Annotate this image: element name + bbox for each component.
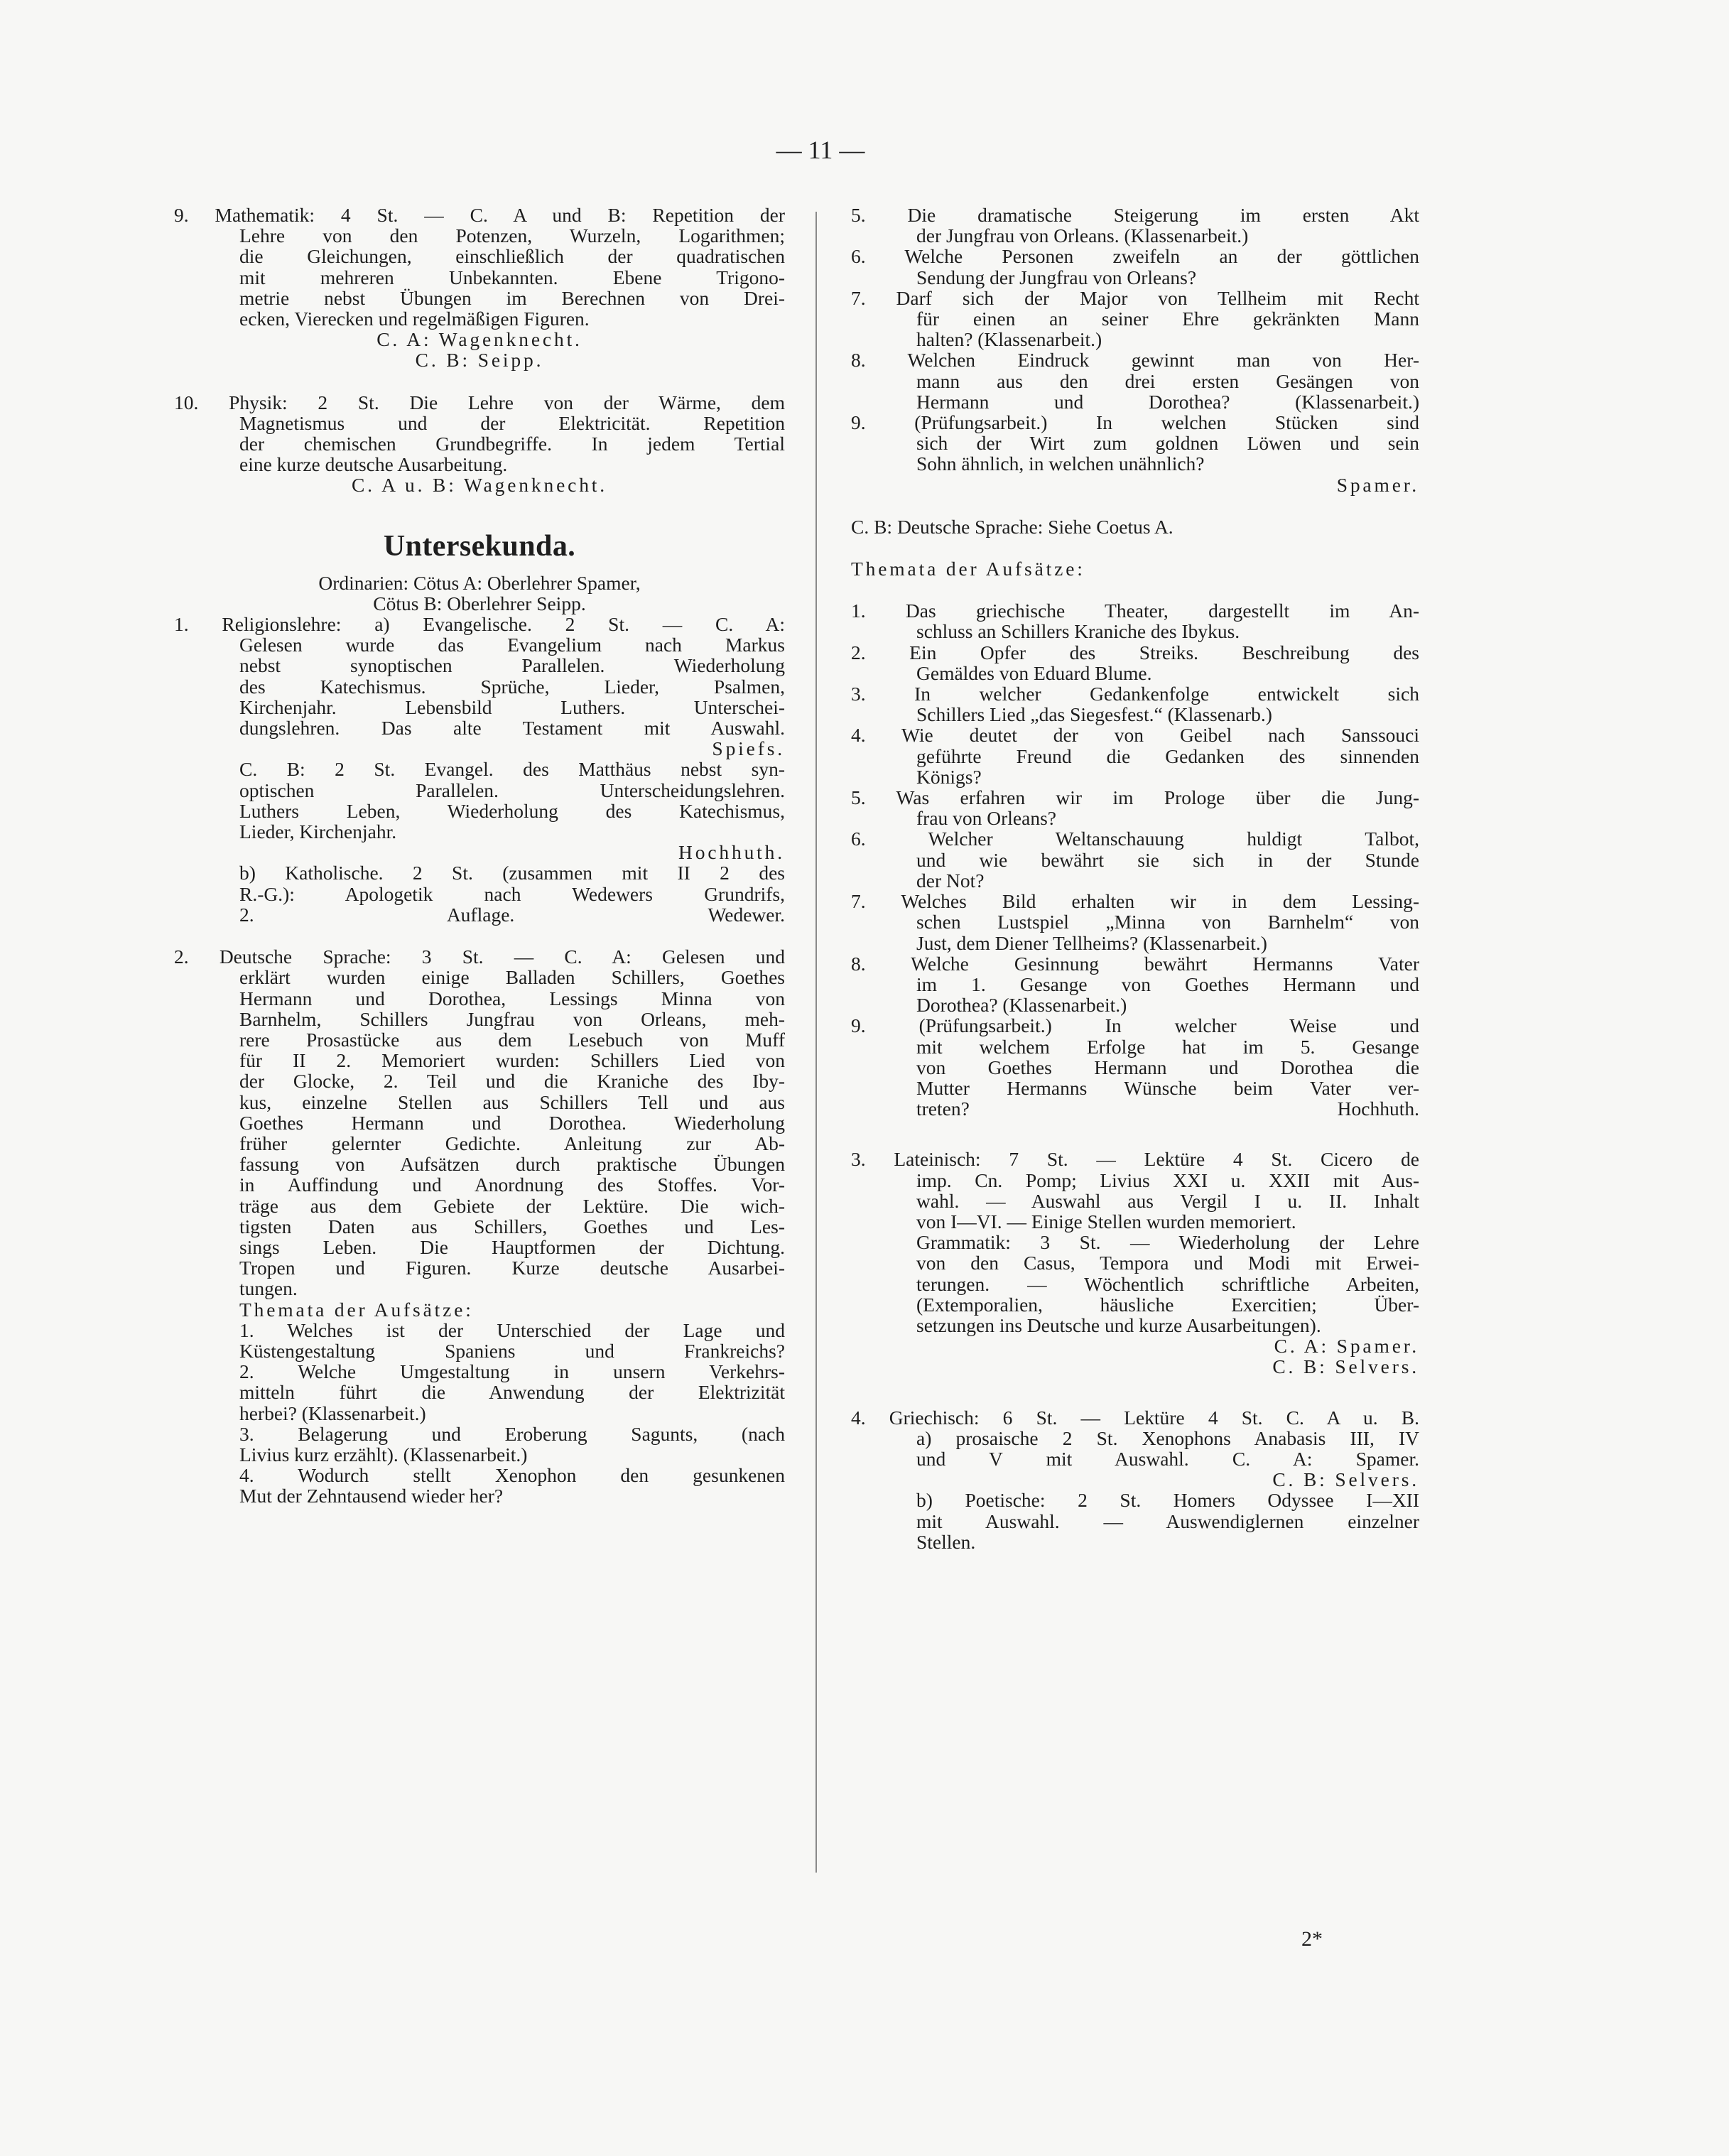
text-line: schen Lustspiel „Minna von Barnhelm“ von	[916, 911, 1419, 933]
text-line: 2. Auflage. Wedewer.	[239, 903, 785, 926]
text-line: Gelesen wurde das Evangelium nach Markus	[239, 634, 785, 656]
section-heading: Untersekunda.	[383, 529, 576, 563]
text-line: R.-G.): Apologetik nach Wedewers Grundrifs,	[239, 882, 785, 905]
text-line: Hermann und Dorothea, Lessings Minna von	[239, 987, 785, 1009]
text-line: für II 2. Memoriert wurden: Schillers Lied von	[239, 1049, 785, 1072]
text-line: metrie nebst Übungen im Berechnen von Drei-	[239, 286, 785, 309]
column-divider	[815, 212, 817, 1873]
text-line: (Extemporalien, häusliche Exercitien; Über-	[916, 1293, 1419, 1316]
text-line: Hermann und Dorothea? (Klassenarbeit.)	[916, 390, 1419, 413]
text-line: Mutter Hermanns Wünsche beim Vater ver-	[916, 1076, 1419, 1099]
text-line: Spiefs.	[712, 737, 785, 760]
text-line: 6. Welcher Weltanschauung huldigt Talbot,	[851, 828, 1419, 850]
text-line: Luthers Leben, Wiederholung des Katechismus,	[239, 799, 785, 822]
text-line: tigsten Daten aus Schillers, Goethes und Les-	[239, 1215, 785, 1237]
text-line: Lehre von den Potenzen, Wurzeln, Logarithmen;	[239, 224, 785, 247]
text-line: 8. Welchen Eindruck gewinnt man von Her-	[851, 349, 1419, 372]
text-line: Küstengestaltung Spaniens und Frankreichs?	[239, 1339, 785, 1362]
text-line: von den Casus, Tempora und Modi mit Erwei-	[916, 1252, 1419, 1274]
text-line: von Goethes Hermann und Dorothea die	[916, 1056, 1419, 1078]
text-line: nebst synoptischen Parallelen. Wiederholung	[239, 654, 785, 677]
text-line: des Katechismus. Sprüche, Lieder, Psalmen,	[239, 675, 785, 698]
spacer	[851, 1119, 1419, 1149]
text-line: C. B: Selvers.	[1272, 1468, 1419, 1491]
text-line: 6. Welche Personen zweifeln an der göttlichen	[851, 245, 1419, 268]
text-line: C. B: Selvers.	[1272, 1355, 1419, 1378]
text-line: Gemäldes von Eduard Blume.	[916, 661, 1152, 684]
text-line: terungen. — Wöchentlich schriftliche Arbeiten,	[916, 1272, 1419, 1295]
text-line: imp. Cn. Pomp; Livius XXI u. XXII mit Aus-	[916, 1169, 1419, 1191]
text-line: C. B: Deutsche Sprache: Siehe Coetus A.	[851, 515, 1174, 538]
signature-mark: 2*	[1301, 1927, 1323, 1951]
text-line: b) Katholische. 2 St. (zusammen mit II 2 des	[239, 862, 785, 884]
text-line: kus, einzelne Stellen aus Schillers Tell und aus	[239, 1090, 785, 1113]
text-line: 9. Mathematik: 4 St. — C. A und B: Repetition der	[174, 204, 785, 226]
text-line: 5. Was erfahren wir im Prologe über die Jung-	[851, 786, 1419, 809]
text-line: treten? Hochhuth.	[916, 1098, 1419, 1120]
text-line: und V mit Auswahl. C. A: Spamer.	[916, 1447, 1419, 1470]
text-line: Sohn ähnlich, in welchen unähnlich?	[916, 453, 1205, 475]
text-line: 3. In welcher Gedankenfolge entwickelt sich	[851, 683, 1419, 705]
text-line: 9. (Prüfungsarbeit.) In welcher Weise und	[851, 1014, 1419, 1037]
spacer	[851, 1377, 1419, 1407]
text-line: 7. Darf sich der Major von Tellheim mit Recht	[851, 286, 1419, 309]
text-line: 9. (Prüfungsarbeit.) In welchen Stücken sind	[851, 411, 1419, 434]
text-line: C. A: Spamer.	[1274, 1335, 1419, 1358]
text-line: Spamer.	[1336, 473, 1419, 496]
text-line: Stellen.	[916, 1530, 976, 1553]
text-line: 4. Griechisch: 6 St. — Lektüre 4 St. C. A u. B.	[851, 1406, 1419, 1429]
text-line: dungslehren. Das alte Testament mit Auswahl.	[239, 717, 785, 740]
text-line: frau von Orleans?	[916, 807, 1056, 830]
text-line: für einen an seiner Ehre gekränkten Mann	[916, 308, 1419, 330]
text-line: b) Poetische: 2 St. Homers Odyssee I—XII	[916, 1489, 1419, 1512]
text-line: der chemischen Grundbegriffe. In jedem Tertial	[239, 433, 785, 455]
text-line: mitteln führt die Anwendung der Elektrizität	[239, 1381, 785, 1404]
text-line: Mut der Zehntausend wieder her?	[239, 1485, 504, 1507]
text-line: Kirchenjahr. Lebensbild Luthers. Unterschei-	[239, 695, 785, 718]
text-line: Grammatik: 3 St. — Wiederholung der Lehre	[916, 1231, 1419, 1254]
text-line: Magnetismus und der Elektricität. Repetition	[239, 411, 785, 434]
spacer	[851, 495, 1419, 516]
text-line: setzungen ins Deutsche und kurze Ausarbeitungen).	[916, 1313, 1321, 1336]
text-line: Just, dem Diener Tellheims? (Klassenarbeit.)	[916, 931, 1267, 954]
text-line: C. B: 2 St. Evangel. des Matthäus nebst syn-	[239, 758, 785, 781]
text-line: im 1. Gesange von Goethes Hermann und	[916, 973, 1419, 995]
text-line: 10. Physik: 2 St. Die Lehre von der Wärme, dem	[174, 391, 785, 413]
text-line: der Jungfrau von Orleans. (Klassenarbeit.)	[916, 224, 1249, 247]
text-line: Ordinarien: Cötus A: Oberlehrer Spamer,	[318, 571, 641, 594]
text-line: Themata der Aufsätze:	[239, 1298, 474, 1321]
text-line: halten? (Klassenarbeit.)	[916, 328, 1102, 351]
text-line: Hochhuth.	[678, 841, 785, 864]
text-line: herbei? (Klassenarbeit.)	[239, 1402, 426, 1424]
text-line: früher gelernter Gedichte. Anleitung zur Ab-	[239, 1132, 785, 1154]
text-line: Tropen und Figuren. Kurze deutsche Ausarbei-	[239, 1257, 785, 1279]
text-line: die Gleichungen, einschließlich der quadratischen	[239, 245, 785, 268]
text-line: schluss an Schillers Kraniche des Ibykus.	[916, 620, 1240, 643]
text-line: 4. Wodurch stellt Xenophon den gesunkenen	[239, 1464, 785, 1487]
text-line: 8. Welche Gesinnung bewährt Hermanns Vater	[851, 952, 1419, 975]
text-line: Dorothea? (Klassenarbeit.)	[916, 994, 1127, 1017]
text-line: der Glocke, 2. Teil und die Kraniche des Iby-	[239, 1070, 785, 1093]
left-column	[174, 205, 785, 1507]
text-line: optischen Parallelen. Unterscheidungslehren.	[239, 779, 785, 801]
text-line: Cötus B: Oberlehrer Seipp.	[373, 592, 586, 614]
text-line: geführte Freund die Gedanken des sinnenden	[916, 744, 1419, 767]
spacer	[851, 579, 1419, 600]
text-line: in Auffindung und Anordnung des Stoffes. Vor-	[239, 1174, 785, 1196]
text-line: rere Prosastücke aus dem Lesebuch von Muff	[239, 1028, 785, 1051]
text-line: mit mehreren Unbekannten. Ebene Trigono-	[239, 266, 785, 288]
text-line: a) prosaische 2 St. Xenophons Anabasis III, IV	[916, 1426, 1419, 1449]
text-line: 3. Belagerung und Eroberung Sagunts, (nach	[239, 1422, 785, 1445]
text-line: wahl. — Auswahl aus Vergil I u. II. Inhalt	[916, 1189, 1419, 1212]
text-line: mit welchem Erfolge hat im 5. Gesange	[916, 1035, 1419, 1058]
text-line: 1. Das griechische Theater, dargestellt im An-	[851, 600, 1419, 622]
text-line: sich der Wirt zum goldnen Löwen und sein	[916, 432, 1419, 455]
spacer	[851, 537, 1419, 558]
text-line: und wie bewährt sie sich in der Stunde	[916, 848, 1419, 871]
right-column	[851, 205, 1419, 1552]
text-line: Goethes Hermann und Dorothea. Wiederholung	[239, 1111, 785, 1134]
text-line: Sendung der Jungfrau von Orleans?	[916, 266, 1197, 288]
text-line: Königs?	[916, 765, 982, 788]
text-line: Schillers Lied „das Siegesfest.“ (Klassenarb.)	[916, 703, 1272, 726]
text-line: Barnhelm, Schillers Jungfrau von Orleans, meh-	[239, 1007, 785, 1030]
text-line: ecken, Vierecken und regelmäßigen Figuren.	[239, 308, 590, 330]
text-line: 2. Ein Opfer des Streiks. Beschreibung des	[851, 641, 1419, 663]
text-line: sings Leben. Die Hauptformen der Dichtung.	[239, 1235, 785, 1258]
text-line: der Not?	[916, 869, 985, 892]
text-line: 1. Religionslehre: a) Evangelische. 2 St. — C. A:	[174, 613, 785, 636]
text-line: eine kurze deutsche Ausarbeitung.	[239, 453, 508, 476]
text-line: Lieder, Kirchenjahr.	[239, 820, 397, 843]
text-line: von I—VI. — Einige Stellen wurden memoriert.	[916, 1210, 1296, 1233]
page-number: — 11 —	[776, 136, 865, 164]
text-line: 3. Lateinisch: 7 St. — Lektüre 4 St. Cicero de	[851, 1148, 1419, 1171]
text-line: 4. Wie deutet der von Geibel nach Sanssouci	[851, 724, 1419, 747]
text-line: 1. Welches ist der Unterschied der Lage und	[239, 1318, 785, 1341]
text-line: mann aus den drei ersten Gesängen von	[916, 369, 1419, 392]
text-line: 2. Deutsche Sprache: 3 St. — C. A: Gelesen und	[174, 946, 785, 968]
text-line: fassung von Aufsätzen durch praktische Übungen	[239, 1153, 785, 1176]
text-line: mit Auswahl. — Auswendiglernen einzelner	[916, 1510, 1419, 1532]
text-line: Livius kurz erzählt). (Klassenarbeit.)	[239, 1443, 528, 1466]
text-line: C. A: Wagenknecht.	[376, 328, 582, 351]
text-line: 2. Welche Umgestaltung in unsern Verkehrs-	[239, 1360, 785, 1383]
spacer	[174, 925, 785, 946]
text-line: 5. Die dramatische Steigerung im ersten Akt	[851, 204, 1419, 226]
text-line: tungen.	[239, 1277, 298, 1300]
text-line: erklärt wurden einige Balladen Schillers, Goethes	[239, 966, 785, 989]
text-line: C. A u. B: Wagenknecht.	[351, 474, 608, 497]
text-line: 7. Welches Bild erhalten wir in dem Lessing-	[851, 890, 1419, 913]
spacer	[174, 371, 785, 392]
text-line: C. B: Seipp.	[415, 349, 544, 372]
text-line: Themata der Aufsätze:	[851, 558, 1085, 580]
text-line: träge aus dem Gebiete der Lektüre. Die wich-	[239, 1194, 785, 1217]
